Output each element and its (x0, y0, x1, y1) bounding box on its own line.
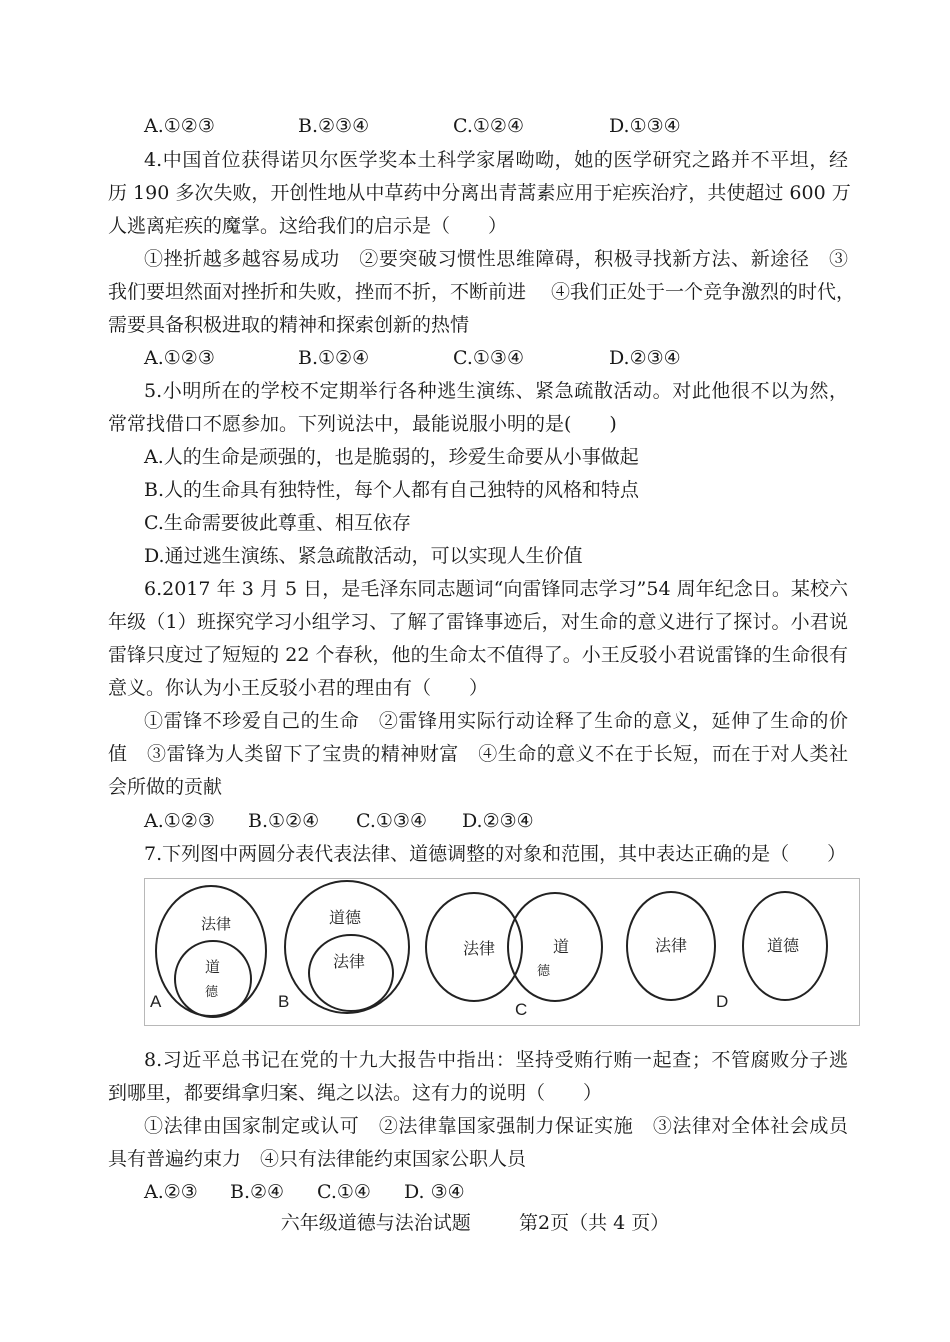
venn-b (278, 881, 409, 1013)
q4-option-c: C.①③④ (453, 347, 524, 369)
q6-stem-line-3: 雷锋只度过了短短的 22 个春秋，他的生命太不值得了。小王反驳小君说雷锋的生命很有 (108, 644, 848, 666)
venn-b-letter: B (278, 992, 290, 1011)
q4-option-b: B.①②④ (298, 347, 370, 369)
venn-a-inner-circle (175, 941, 251, 1017)
venn-figure (144, 878, 860, 1026)
venn-c-right-label-bottom: 德 (537, 963, 551, 978)
q6-stem-line-1: 6.2017 年 3 月 5 日，是毛泽东同志题词“向雷锋同志学习”54 周年纪念日。某校六 (144, 578, 848, 600)
q6-option-a: A.①②③ (144, 810, 215, 832)
q8-option-d: D. ③④ (404, 1181, 465, 1203)
venn-a-outer-label: 法律 (201, 916, 232, 933)
venn-d (627, 892, 827, 1011)
q6-option-b: B.①②④ (248, 810, 320, 832)
footer-exam-title: 六年级道德与法治试题 (280, 1212, 471, 1234)
venn-diagram-svg (145, 879, 861, 1027)
q5-stem-line-2: 常常找借口不愿参加。下列说法中，最能说服小明的是( ) (108, 413, 617, 435)
venn-a-inner-label-top: 道 (205, 959, 221, 976)
q8-option-c: C.①④ (317, 1181, 371, 1203)
venn-b-outer-circle (285, 881, 409, 1013)
q6-statement-line-2: 值 ③雷锋为人类留下了宝贵的精神财富 ④生命的意义不在于长短，而在于对人类社 (108, 743, 848, 765)
q7-stem: 7.下列图中两圆分表代表法律、道德调整的对象和范围，其中表达正确的是（ ） (144, 843, 847, 865)
venn-c-letter: C (515, 1000, 528, 1019)
venn-d-right-label: 道德 (767, 938, 800, 955)
q5-option-d: D.通过逃生演练、紧急疏散活动，可以实现人生价值 (144, 545, 583, 567)
q3-option-a: A.①②③ (144, 115, 215, 137)
q4-stem-line-3: 人逃离疟疾的魔掌。这给我们的启示是（ ） (108, 215, 508, 237)
q4-statement-line-3: 需要具备积极进取的精神和探索创新的热情 (108, 314, 470, 336)
q4-option-a: A.①②③ (144, 347, 215, 369)
q8-option-a: A.②③ (144, 1181, 198, 1203)
venn-c (426, 893, 602, 1019)
q3-option-b: B.②③④ (298, 115, 370, 137)
q4-stem-line-1: 4.中国首位获得诺贝尔医学奖本土科学家屠呦呦，她的医学研究之路并不平坦，经 (144, 149, 848, 171)
q6-statement-line-3: 会所做的贡献 (108, 776, 223, 798)
venn-a (150, 886, 266, 1017)
q6-stem-line-2: 年级（1）班探究学习小组学习、了解了雷锋事迹后，对生命的意义进行了探讨。小君说 (108, 611, 848, 633)
venn-d-letter: D (716, 992, 729, 1011)
venn-d-left-label: 法律 (655, 938, 688, 955)
q3-option-c: C.①②④ (453, 115, 524, 137)
venn-a-letter: A (150, 992, 162, 1011)
venn-b-inner-label: 法律 (333, 954, 366, 971)
venn-c-right-label-top: 道 (553, 939, 570, 956)
venn-c-left-label: 法律 (463, 941, 496, 958)
q8-stem-line-2: 到哪里，都要缉拿归案、绳之以法。这有力的说明（ ） (108, 1082, 603, 1104)
q4-statement-line-1: ①挫折越多越容易成功 ②要突破习惯性思维障碍，积极寻找新方法、新途径 ③ (144, 248, 848, 270)
q8-stem-line-1: 8.习近平总书记在党的十九大报告中指出：坚持受贿行贿一起查；不管腐败分子逃 (144, 1049, 848, 1071)
venn-a-inner-label-bottom: 德 (205, 984, 219, 999)
q6-stem-line-4: 意义。你认为小王反驳小君的理由有（ ） (108, 677, 489, 699)
q5-option-b: B.人的生命具有独特性，每个人都有自己独特的风格和特点 (144, 479, 640, 501)
footer-page-info: 第2页（共 4 页） (519, 1212, 670, 1234)
q4-stem-line-2: 历 190 多次失败，开创性地从中草药中分离出青蒿素应用于疟疾治疗，共使超过 600 万 (108, 182, 851, 204)
q5-option-c: C.生命需要彼此尊重、相互依存 (144, 512, 411, 534)
venn-b-inner-circle (309, 935, 393, 1011)
q5-option-a: A.人的生命是顽强的，也是脆弱的，珍爱生命要从小事做起 (144, 446, 639, 468)
q4-option-d: D.②③④ (609, 347, 681, 369)
q3-option-d: D.①③④ (609, 115, 681, 137)
q8-statement-line-2: 具有普遍约束力 ④只有法律能约束国家公职人员 (108, 1148, 527, 1170)
q8-option-b: B.②④ (230, 1181, 285, 1203)
q8-statement-line-1: ①法律由国家制定或认可 ②法律靠国家强制力保证实施 ③法律对全体社会成员 (144, 1115, 848, 1137)
q6-option-d: D.②③④ (462, 810, 534, 832)
footer-gap (471, 1212, 519, 1234)
venn-b-outer-label: 道德 (329, 910, 362, 927)
q5-stem-line-1: 5.小明所在的学校不定期举行各种逃生演练、紧急疏散活动。对此他很不以为然， (144, 380, 848, 402)
q6-option-c: C.①③④ (356, 810, 427, 832)
q6-statement-line-1: ①雷锋不珍爱自己的生命 ②雷锋用实际行动诠释了生命的意义，延伸了生命的价 (144, 710, 848, 732)
page-footer (0, 1210, 950, 1236)
q4-statement-line-2: 我们要坦然面对挫折和失败，挫而不折，不断前进 ④我们正处于一个竞争激烈的时代， (108, 281, 856, 303)
